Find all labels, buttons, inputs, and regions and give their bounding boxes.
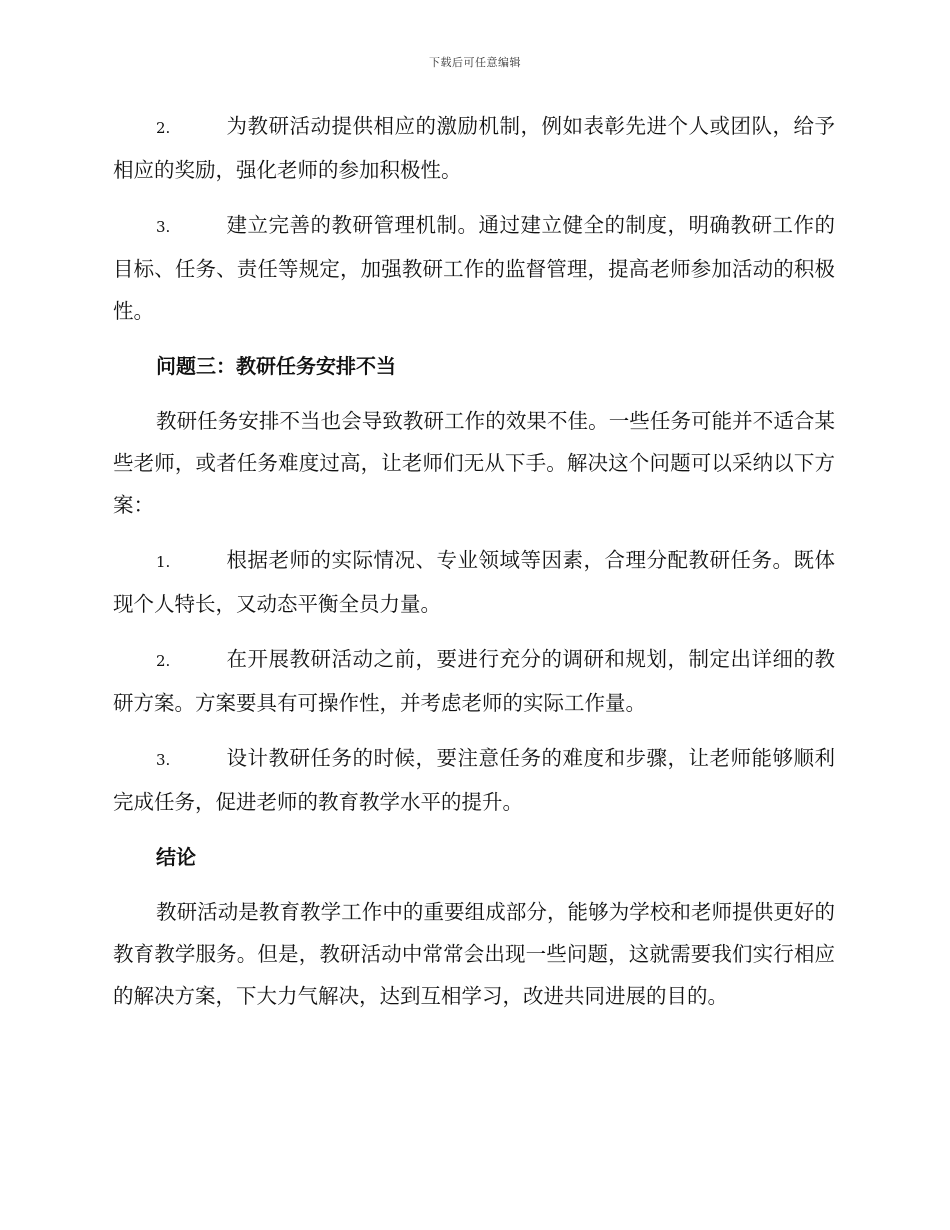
list-item-text: 为教研活动提供相应的激励机制，例如表彰先进个人或团队，给予相应的奖励，强化老师的参加积极性。 — [113, 114, 835, 182]
list-item-number: 3. — [156, 751, 171, 769]
list-item-text: 设计教研任务的时候，要注意任务的难度和步骤，让老师能够顺利完成任务，促进老师的教育教学水平的提升。 — [113, 746, 835, 814]
list-item — [113, 737, 835, 823]
list-item — [113, 105, 835, 191]
list-item — [113, 204, 835, 332]
list-item-number: 1. — [156, 553, 171, 571]
list-item-text: 建立完善的教研管理机制。通过建立健全的制度，明确教研工作的目标、任务、责任等规定，加强教研工作的监督管理，提高老师参加活动的积极性。 — [113, 213, 835, 323]
section-heading-problem-three: 问题三：教研任务安排不当 — [156, 354, 396, 378]
list-item-number: 3. — [156, 218, 171, 236]
list-item-text: 在开展教研活动之前，要进行充分的调研和规划，制定出详细的教研方案。方案要具有可操作性，并考虑老师的实际工作量。 — [113, 647, 835, 715]
list-item-number: 2. — [156, 652, 171, 670]
page-header: 下载后可任意编辑 — [429, 56, 521, 69]
list-item-number: 2. — [156, 119, 171, 137]
list-item-text: 根据老师的实际情况、专业领域等因素，合理分配教研任务。既体现个人特长，又动态平衡全员力量。 — [113, 548, 835, 616]
list-item — [113, 539, 835, 625]
paragraph-conclusion: 教研活动是教育教学工作中的重要组成部分，能够为学校和老师提供更好的教育教学服务。但是，教研活动中常常会出现一些问题，这就需要我们实行相应的解决方案，下大力气解决，达到互相学习，改进共同进展的目的。 — [113, 900, 835, 1008]
list-item — [113, 638, 835, 724]
paragraph-problem-three: 教研任务安排不当也会导致教研工作的效果不佳。一些任务可能并不适合某些老师，或者任务难度过高，让老师们无从下手。解决这个问题可以采纳以下方案： — [113, 409, 835, 517]
document-body — [113, 105, 835, 1030]
section-heading-conclusion: 结论 — [156, 845, 196, 869]
